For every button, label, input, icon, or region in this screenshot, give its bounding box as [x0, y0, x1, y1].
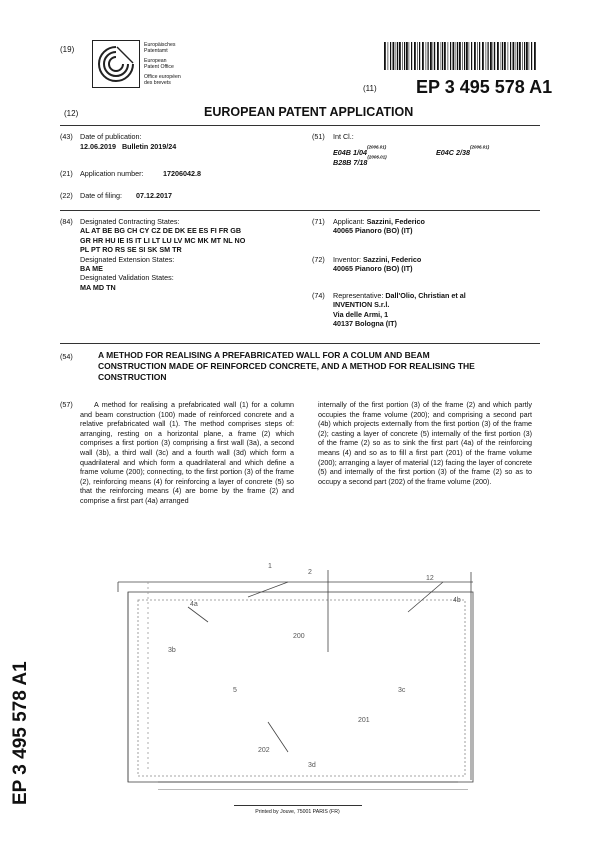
- drawing-label-4a: 4a: [190, 601, 198, 608]
- application-number-value: 17206042.8: [163, 169, 201, 178]
- biblio-rule: [60, 210, 540, 211]
- printer-footer: Printed by Jouve, 75001 PARIS (FR): [255, 809, 340, 815]
- office-name-de: Europäisches Patentamt: [144, 42, 176, 54]
- extension-states-label: Designated Extension States:: [80, 254, 175, 264]
- field-84-code: (84): [60, 217, 73, 226]
- publication-date-label: Date of publication:: [80, 132, 142, 141]
- drawing-label-3c: 3c: [398, 687, 406, 694]
- publication-number: EP 3 495 578 A1: [416, 77, 553, 97]
- abstract-right-column: internally of the first portion (3) of the frame (2) and which partly occupies the frame volume (200); and comprising a second part (4b) which projects externally from the first portion (3) of the frame (2); casting a layer of concrete (5) internally of the first portion (3) of the frame (2) so as to sink the first part (4a) of the reinforcing means (4) and so as to fill a first part (201) of the frame volume (200); arranging a layer of material (12) facing the layer of concrete (5) and internally of the first portion (3) of the frame (2) so as to occupy a second part (202) of the frame volume (200).: [318, 400, 532, 486]
- drawing-label-4b: 4b: [453, 597, 461, 604]
- inventor-label: Inventor:: [333, 255, 361, 264]
- representative-name: Dall'Olio, Christian et al: [385, 291, 466, 300]
- field-72-code: (72): [312, 255, 325, 264]
- representative-address-line: 40137 Bologna (IT): [333, 319, 397, 329]
- designated-states-block: [80, 217, 300, 292]
- invention-title: A METHOD FOR REALISING A PREFABRICATED WALL FOR A COLUM AND BEAM CONSTRUCTION MADE OF REINFORCED CONCRETE, AND A METHOD FOR REALISING THE CONSTRUCTION: [98, 350, 475, 382]
- field-51-code: (51): [312, 132, 325, 141]
- contracting-states-label: Designated Contracting States:: [80, 217, 180, 226]
- header-rule: [60, 125, 540, 126]
- representative-address-line: INVENTION S.r.l.: [333, 300, 390, 310]
- contracting-states-line: AL AT BE BG CH CY CZ DE DK EE ES FI FR GB: [80, 226, 242, 236]
- document-type: EUROPEAN PATENT APPLICATION: [204, 105, 414, 119]
- field-71-code: (71): [312, 217, 325, 226]
- field-74-code: (74): [312, 291, 325, 300]
- field-57-code: (57): [60, 400, 73, 409]
- drawing-label-5: 5: [233, 687, 237, 694]
- drawing-label-201: 201: [358, 717, 370, 724]
- field-11-code: (11): [363, 84, 377, 93]
- representative-address-line: Via delle Armi, 1: [333, 309, 389, 319]
- field-21-code: (21): [60, 169, 73, 178]
- filing-date-value: 07.12.2017: [136, 191, 172, 200]
- inventor-name: Sazzini, Federico: [362, 255, 422, 264]
- representative-label: Representative:: [333, 291, 384, 300]
- side-publication-number: EP 3 495 578 A1: [10, 661, 31, 805]
- office-name-fr: Office européen des brevets: [144, 74, 181, 86]
- inventor-block: [333, 255, 421, 274]
- applicant-address: 40065 Pianoro (BO) (IT): [333, 226, 413, 236]
- filing-date-label: Date of filing:: [80, 191, 122, 200]
- applicant-block: [333, 217, 425, 236]
- publication-date-value: 12.06.2019 Bulletin 2019/24: [80, 142, 177, 151]
- barcode: [384, 42, 537, 70]
- drawing-label-3b: 3b: [168, 647, 176, 654]
- field-19-code: (19): [60, 45, 75, 54]
- validation-states-value: MA MD TN: [80, 282, 116, 292]
- applicant-name: Sazzini, Federico: [366, 217, 425, 226]
- patent-drawing: [108, 552, 490, 790]
- drawing-label-1: 1: [268, 563, 272, 570]
- applicant-label: Applicant:: [333, 217, 365, 226]
- drawing-label-3d: 3d: [308, 762, 316, 769]
- field-43-code: (43): [60, 132, 73, 141]
- epo-logo: [92, 40, 140, 88]
- field-22-code: (22): [60, 191, 73, 200]
- application-number-label: Application number:: [80, 169, 144, 178]
- footer-rule: [234, 805, 362, 806]
- contracting-states-line: GR HR HU IE IS IT LI LT LU LV MC MK MT NL NO: [80, 235, 246, 245]
- ipc-class: B28B $7/18^{(2006.01)}$: [333, 154, 387, 167]
- office-name-en: European Patent Office: [144, 58, 174, 70]
- title-rule: [60, 343, 540, 344]
- ipc-class: E04B $1/04^{(2006.01)}$: [333, 144, 387, 157]
- ipc-class: E04C $2/38^{(2006.01)}$: [436, 144, 490, 157]
- field-54-code: (54): [60, 352, 73, 361]
- field-12-code: (12): [64, 109, 79, 118]
- contracting-states-line: PL PT RO RS SE SI SK SM TR: [80, 245, 182, 255]
- drawing-label-202: 202: [258, 747, 270, 754]
- extension-states-value: BA ME: [80, 264, 103, 274]
- drawing-label-12: 12: [426, 575, 434, 582]
- inventor-address: 40065 Pianoro (BO) (IT): [333, 264, 413, 274]
- drawing-label-2: 2: [308, 569, 312, 576]
- validation-states-label: Designated Validation States:: [80, 273, 174, 283]
- drawing-label-200: 200: [293, 633, 305, 640]
- representative-block: [333, 291, 466, 329]
- int-cl-label: Int Cl.:: [333, 132, 354, 141]
- epo-logo-icon: [93, 41, 139, 87]
- abstract-left-column: A method for realising a prefabricated wall (1) for a column and beam construction (100) made of reinforced concrete and a relative prefabricated wall (1). The method comprises steps of: arranging, resting on a horizontal plane, a frame (2) which comprises a first portion (3) comprising a first wall (3a), a second wall (3b), a third wall (3c) and a fourth wall (3d) which form a quadrilateral and which form a quadrilateral and which define a frame volume (200); connecting, to the first portion (3) of the frame (2), reinforcing means (4) for reinforcing a layer of concrete (5) so that the reinforcing means (4) are borne by the frame (2) and comprise a first part (4a) arranged: [80, 400, 294, 505]
